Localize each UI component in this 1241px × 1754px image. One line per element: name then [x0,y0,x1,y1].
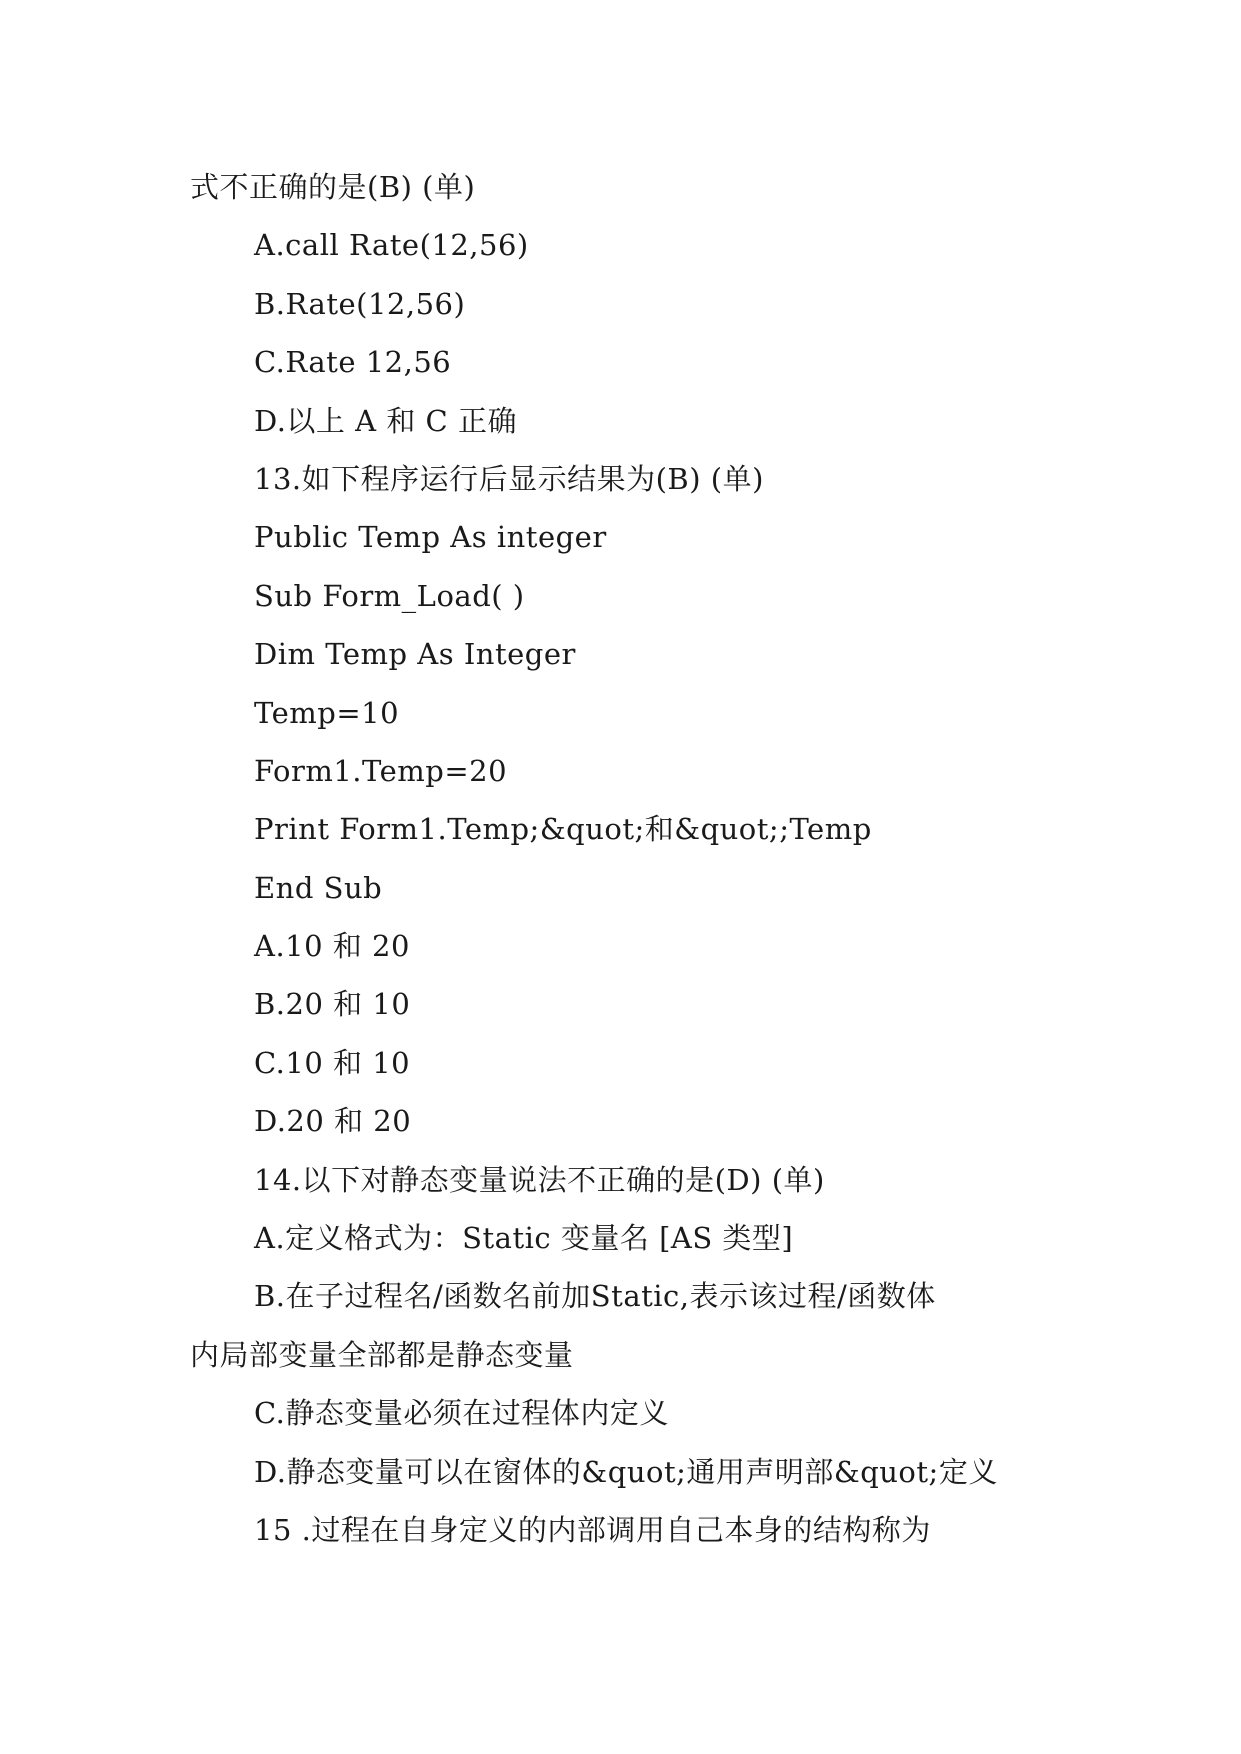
code-line: Public Temp As integer [254,520,607,555]
option-line: B.Rate(12,56) [254,286,466,321]
option-line: A.call Rate(12,56) [254,228,529,263]
code-line: Print Form1.Temp;&quot;和&quot;;Temp [254,812,872,847]
option-line: A.定义格式为：Static 变量名 [AS 类型] [254,1221,794,1256]
code-line: Sub Form_Load( ) [254,578,525,613]
document-body [190,158,1056,1559]
option-line: C.Rate 12,56 [254,345,452,380]
code-line: Dim Temp As Integer [254,637,576,672]
option-line: D.以上 A 和 C 正确 [254,403,517,438]
option-line: C.静态变量必须在过程体内定义 [254,1396,669,1431]
option-line: B.在子过程名/函数名前加Static,表示该过程/函数体 [254,1279,936,1314]
option-continuation-line: 内局部变量全部都是静态变量 [190,1337,574,1372]
option-line: A.10 和 20 [254,929,410,964]
code-line: End Sub [254,870,383,905]
question-line: 13.如下程序运行后显示结果为(B) (单) [254,461,764,496]
question-line: 15 .过程在自身定义的内部调用自己本身的结构称为 [254,1512,931,1547]
text-line: 式不正确的是(B) (单) [190,170,476,204]
question-line: 14.以下对静态变量说法不正确的是(D) (单) [254,1162,825,1197]
code-line: Temp=10 [254,695,400,730]
option-line: D.静态变量可以在窗体的&quot;通用声明部&quot;定义 [254,1454,998,1489]
option-line: B.20 和 10 [254,987,411,1022]
option-line: D.20 和 20 [254,1104,412,1139]
code-line: Form1.Temp=20 [254,753,508,788]
option-line: C.10 和 10 [254,1045,411,1080]
